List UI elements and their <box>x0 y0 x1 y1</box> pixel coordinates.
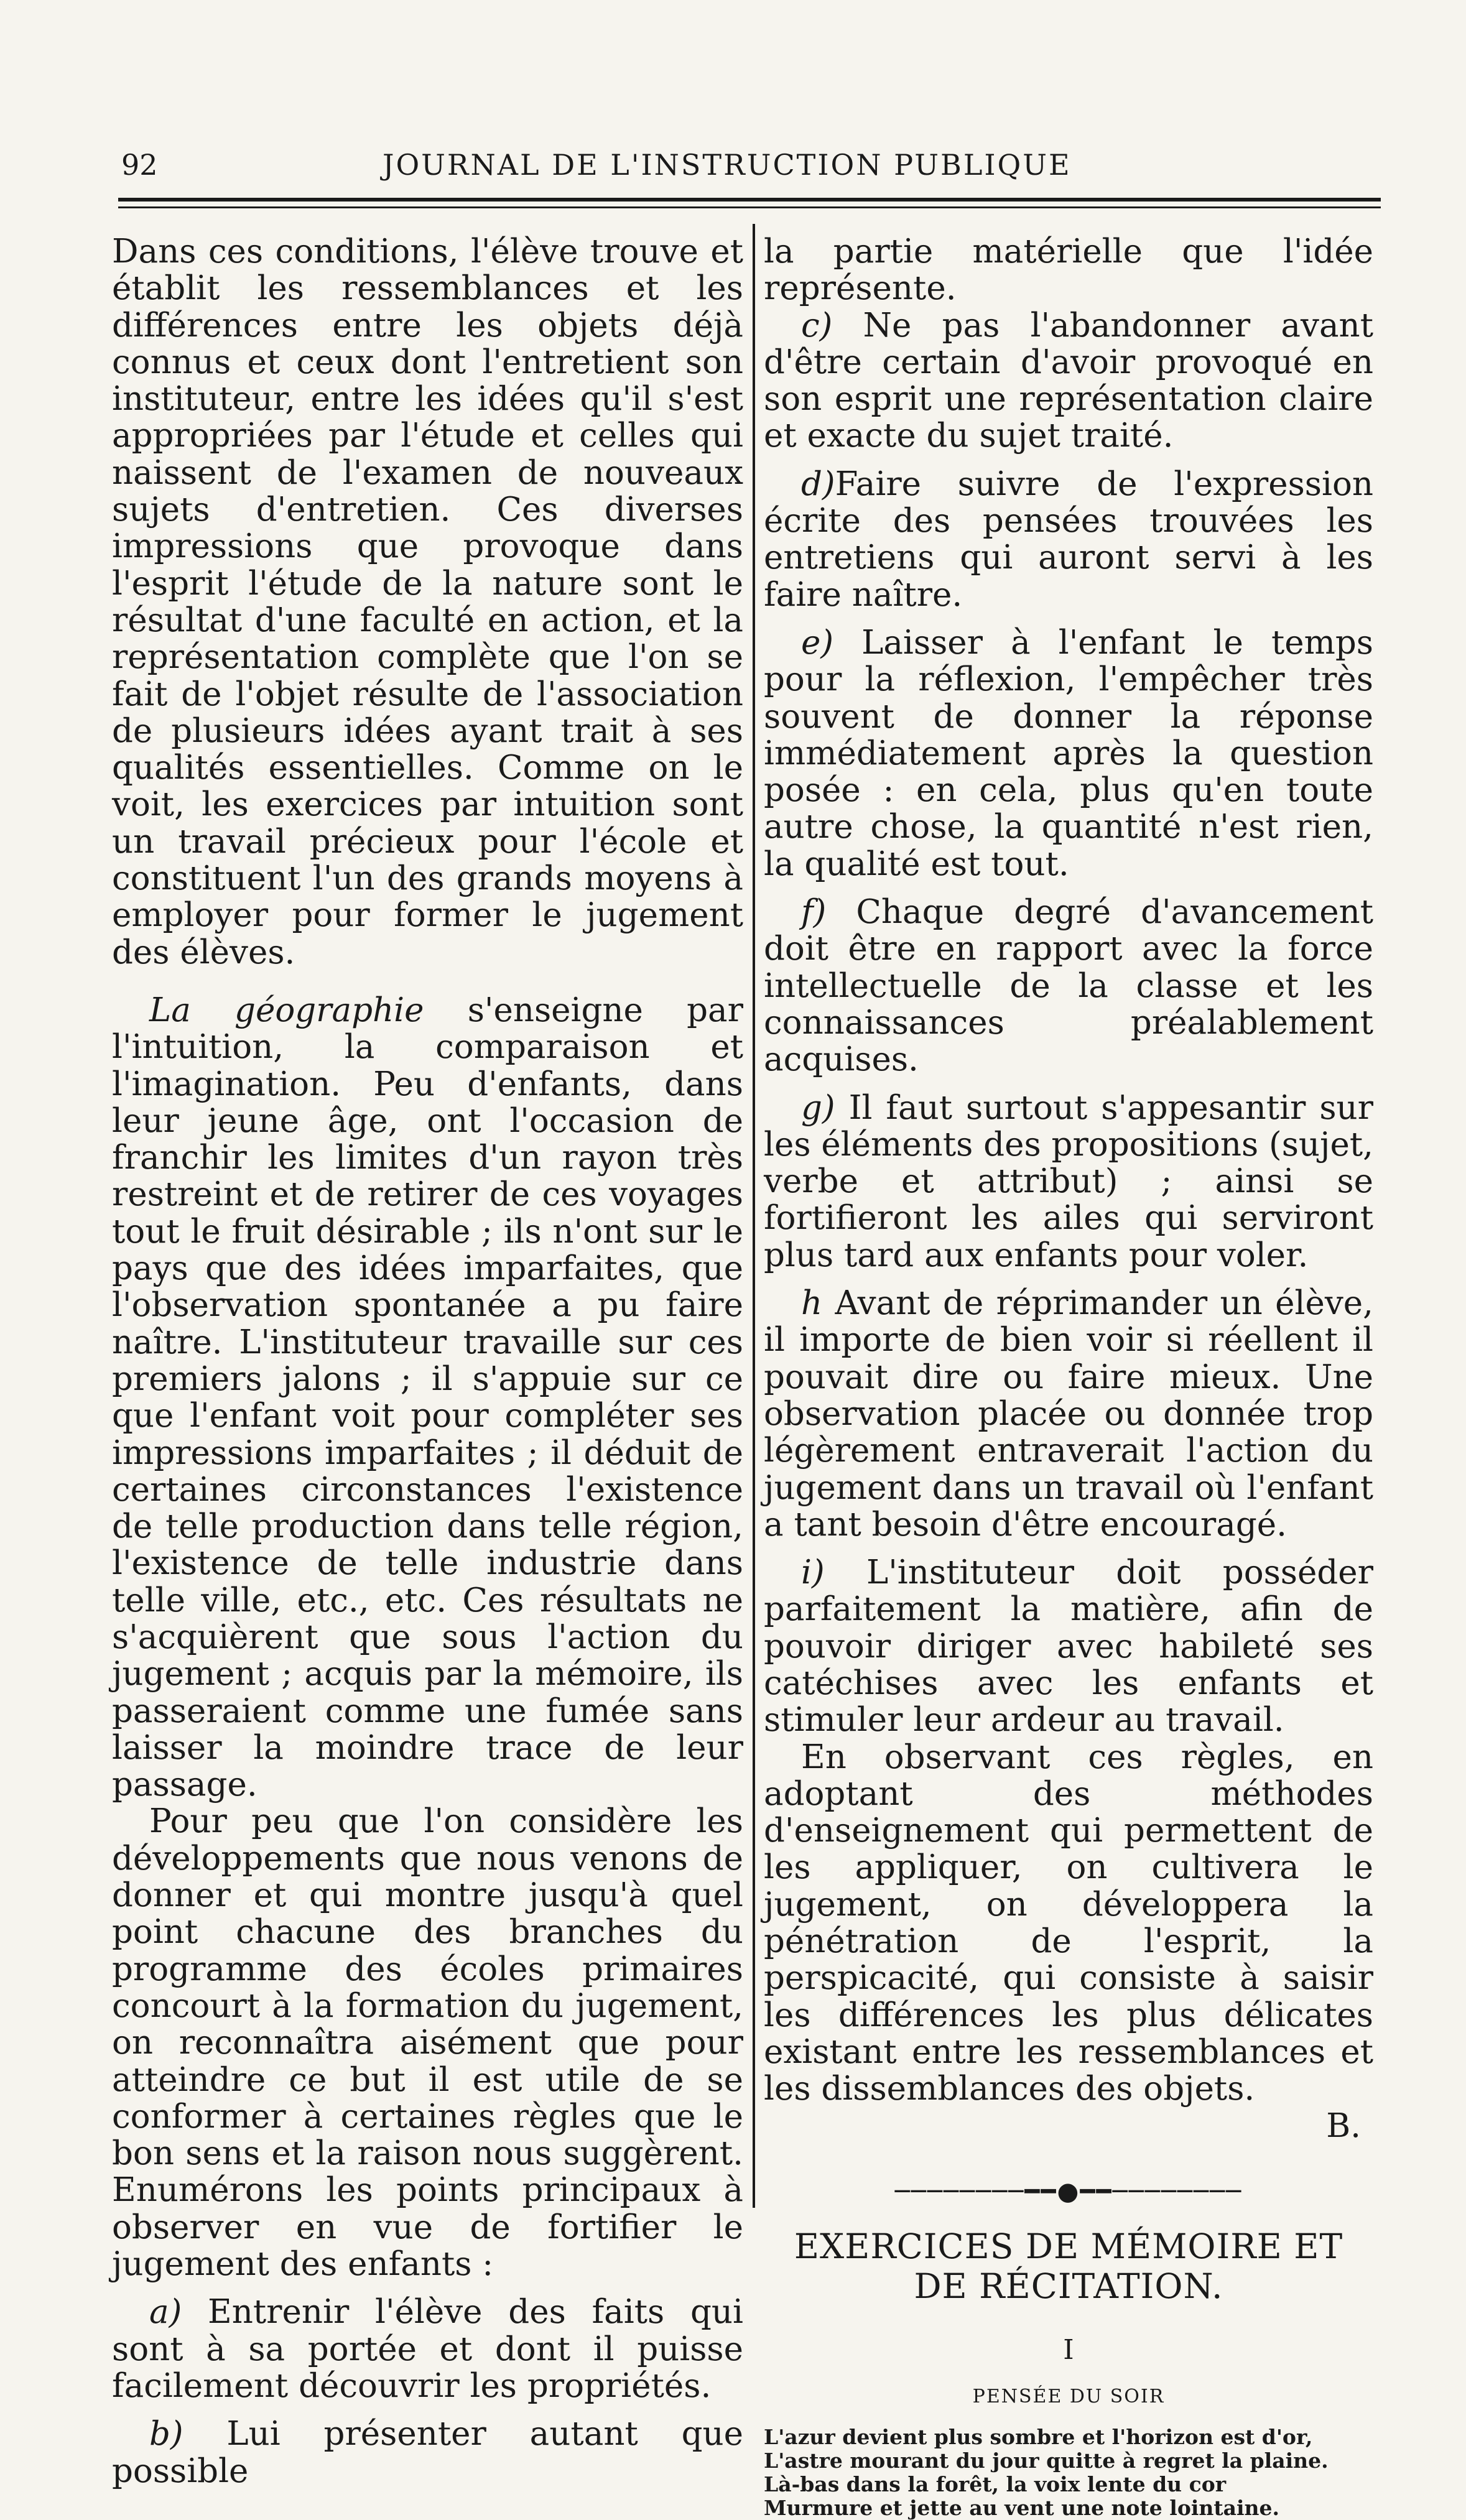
poem-line: Là-bas dans la forêt, la voix lente du cor <box>764 2471 1227 2496</box>
rule-c-text: Ne pas l'abandonner avant d'être certain d'avoir provoqué en son esprit une représentation claire et exacte du sujet traité. <box>764 306 1373 455</box>
rule-e-text: Laisser à l'enfant le temps pour la réflexion, l'empêcher très souvent de donner la réponse immédiatement après la question posée : en cela, plus qu'en toute autre chose, la quantité n'est rien, la qualité est tout. <box>764 623 1373 883</box>
page-number: 92 <box>121 148 158 182</box>
rule-f-text: Chaque degré d'avancement doit être en rapport avec la force intellectuelle de la classe et les connaissances préalablement acquises. <box>764 893 1373 1079</box>
poem-title: PENSÉE DU SOIR <box>972 2385 1165 2407</box>
rule-i-label: i) <box>801 1554 825 1592</box>
rule-f-label: f) <box>801 893 827 932</box>
page-header <box>121 148 1362 185</box>
rule-g <box>764 1090 1373 1274</box>
conclusion-paragraph: En observant ces règles, en adoptant des méthodes d'enseignement qui permettent de les appliquer, on cultivera le jugement, on développera la pénétration de l'esprit, la perspicacité, qui consiste à saisir les différences les plus délicates existant entre les ressemblances et les dissemblances des objets. <box>764 1738 1373 2108</box>
header-rule-thin <box>118 206 1381 208</box>
rule-d-text: Faire suivre de l'expression écrite des pensées trouvées les entretiens qui auront servi à les faire naître. <box>764 465 1373 614</box>
rule-d-label: d) <box>801 465 835 503</box>
rule-g-label: g) <box>801 1088 835 1127</box>
rule-h <box>764 1285 1373 1543</box>
rule-f <box>764 894 1373 1078</box>
rule-h-label: h <box>801 1284 823 1323</box>
section-number: I <box>1063 2333 1074 2366</box>
rule-e <box>764 624 1373 882</box>
rule-i-text: L'instituteur doit posséder parfaitement la matière, afin de pouvoir diriger avec habileté ses catéchises avec les enfants et stimuler leur ardeur au travail. <box>764 1554 1373 1739</box>
header-rule-thick <box>118 198 1381 202</box>
rule-c-label: c) <box>801 306 833 345</box>
right-column <box>764 233 1373 2520</box>
poem-line: L'astre mourant du jour quitte à regret la plaine. <box>764 2448 1329 2473</box>
rule-a-label: a) <box>149 2293 182 2332</box>
rule-i <box>764 1554 1373 1738</box>
rule-a <box>112 2294 743 2404</box>
rule-g-text: Il faut surtout s'appesantir sur les éléments des propositions (sujet, verbe et attribut) ; ainsi se fortifieront les ailes qui serviront plus tard aux enfants pour voler. <box>764 1088 1373 1274</box>
column-divider <box>753 224 755 2208</box>
paragraph-intuition: Dans ces conditions, l'élève trouve et établit les ressemblances et les différences entre les objets déjà connus et ceux dont l'entretient son instituteur, entre les idées qu'il s'est appropriées par l'étude et celles qui naissent de l'examen de nouveaux sujets d'entretien. Ces diverses impressions que provoque dans l'esprit l'étude de la nature sont le résultat d'une faculté en action, et la représentation complète que l'on se fait de l'objet résulte de l'association de plusieurs idées ayant trait à ses qualités essentielles. Comme on le voit, les exercices par intuition sont un travail précieux pour l'école et constituent l'un des grands moyens à employer pour former le jugement des élèves. <box>112 233 743 971</box>
poem-line: L'azur devient plus sombre et l'horizon est d'or, <box>764 2424 1313 2449</box>
poem <box>764 2425 1373 2520</box>
poem-line: Murmure et jette au vent une note lointaine. <box>764 2495 1279 2520</box>
left-column <box>112 233 743 2490</box>
geography-text: s'enseigne par l'intuition, la comparaison et l'imagination. Peu d'enfants, dans leur jeune âge, ont l'occasion de franchir les limites d'un rayon très restreint et de retirer de ces voyages tout le fruit désirable ; ils n'ont sur le pays que des idées imparfaites, que l'observation spontanée a pu faire naître. L'instituteur travaille sur ces premiers jalons ; il s'appuie sur ce que l'enfant voit pour compléter ses impressions imparfaites ; il déduit de certaines circonstances l'existence de telle production dans telle région, l'existence de telle industrie dans telle ville, etc., etc. Ces résultats ne s'acquièrent que sous l'action du jugement ; acquis par la mémoire, ils passeraient comme une fumée sans laisser la moindre trace de leur passage. <box>112 991 743 1804</box>
rule-h-text: Avant de réprimander un élève, il importe de bien voir si réellent il pouvait dire ou faire mieux. Une observation placée ou donnée trop légèrement entraverait l'action du jugement dans un travail où l'enfant a tant besoin d'être encouragé. <box>764 1284 1373 1544</box>
paragraph-rules-intro: Pour peu que l'on considère les développements que nous venons de donner et qui montre jusqu'à quel point chacune des branches du programme des écoles primaires concourt à la formation du jugement, on reconnaîtra aisément que pour atteindre ce but il est utile de se conformer à certaines règles que le bon sens et la raison nous suggèrent. Enumérons les points principaux à observer en vue de fortifier le jugement des enfants : <box>112 1802 743 2284</box>
running-title: JOURNAL DE L'INSTRUCTION PUBLIQUE <box>383 148 1072 182</box>
section-title: EXERCICES DE MÉMOIRE ET DE RÉCITATION. <box>794 2226 1343 2306</box>
rule-b-continued: la partie matérielle que l'idée représente. <box>764 233 1373 308</box>
rule-d <box>764 466 1373 613</box>
ornament-divider: ────────━━●━━──────── <box>894 2177 1243 2206</box>
author-signature: B. <box>1326 2106 1361 2145</box>
geography-term: La géographie <box>149 991 424 1029</box>
rule-b-label: b) <box>149 2415 183 2453</box>
rule-b <box>112 2416 743 2490</box>
rule-a-text: Entrenir l'élève des faits qui sont à sa portée et dont il puisse facilement découvrir les propriétés. <box>112 2293 743 2405</box>
rule-e-label: e) <box>801 623 834 662</box>
paragraph-geography <box>112 992 743 1804</box>
rule-b-text: Lui présenter autant que possible <box>112 2415 743 2490</box>
rule-c <box>764 307 1373 455</box>
